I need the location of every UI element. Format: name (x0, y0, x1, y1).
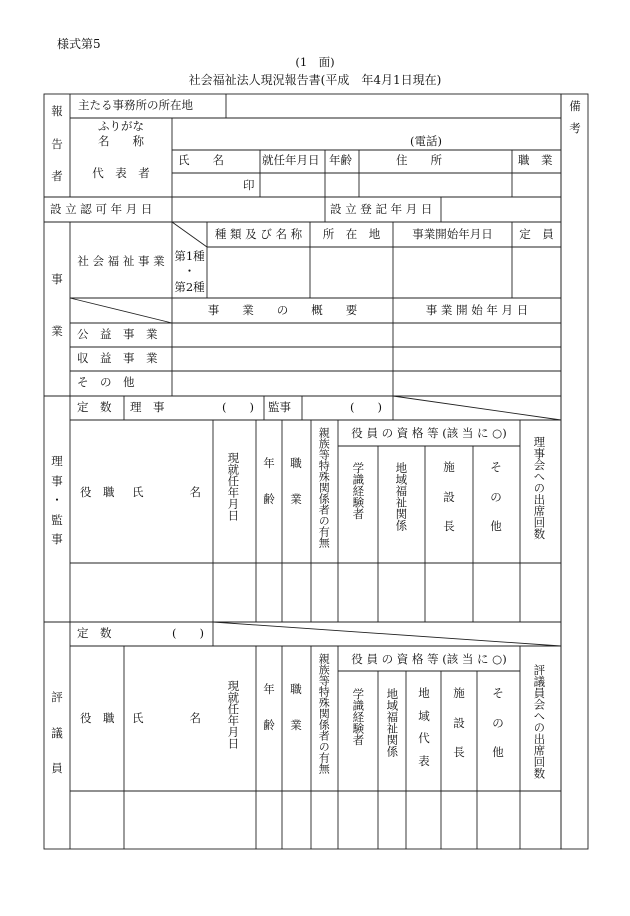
councilors-attendance-label: 評議員会への出席回数 (532, 664, 547, 779)
councilors-q-regional-rep: 地 域 代 表 (418, 686, 430, 768)
directors-age-label: 年 齢 (263, 456, 275, 506)
office-address-label: 主たる事務所の所在地 (78, 98, 193, 112)
councilors-q-facility-head: 施 設 長 (453, 686, 465, 759)
councilors-section-label: 評 議 員 (51, 690, 63, 775)
location-label: 所 在 地 (322, 227, 381, 241)
directors-relatives-label: 親族等特殊関係者の有無 (317, 427, 331, 548)
directors-section-label: 理 事 ・ 監 事 (51, 454, 63, 546)
director-label: 理 事 (130, 400, 165, 414)
auditor-label: 監事 (268, 400, 291, 414)
directors-q-regional-welfare: 地域福祉関係 (394, 462, 409, 531)
councilors-q-other: そ の 他 (492, 686, 504, 759)
furigana-label: ふりがな (98, 119, 144, 133)
approval-date-label: 設 立 認 可 年 月 日 (50, 202, 153, 216)
type-name-label: 種 類 及 び 名 称 (214, 227, 303, 241)
business-section-label: 事 業 (51, 272, 63, 338)
councilors-quota-label: 定 数 (77, 626, 112, 640)
overview-label: 事 業 の 概 要 (207, 303, 358, 317)
representative-label: 代 表 者 (92, 166, 150, 180)
councilors-count: ( ) (172, 626, 204, 640)
councilors-q-academic: 学識経験者 (351, 688, 366, 746)
directors-appointed-label: 現就任年月日 (226, 452, 241, 521)
appointment-date-label: 就任年月日 (262, 153, 320, 167)
occupation-label: 職 業 (518, 153, 553, 167)
directors-position-label: 役 職 (80, 485, 115, 499)
form-title: 社会福祉法人現況報告書(平成 年4月1日現在) (188, 73, 442, 87)
directors-q-other: そ の 他 (490, 460, 502, 533)
public-interest-label: 公 益 事 業 (77, 327, 158, 341)
reporter-section-label: 報 告 者 (51, 104, 63, 183)
directors-name-label: 氏 名 (132, 485, 201, 499)
other-business-label: そ の 他 (77, 375, 135, 389)
seal-label: 印 (243, 178, 255, 192)
type1-label: 第1種 (174, 249, 205, 263)
directors-occupation-label: 職 業 (290, 456, 302, 506)
councilors-occupation-label: 職 業 (290, 682, 302, 732)
capacity-label: 定 員 (519, 227, 554, 241)
registration-date-label: 設 立 登 記 年 月 日 (330, 202, 433, 216)
phone-label: (電話) (410, 134, 442, 148)
page-label: (1 面) (295, 55, 335, 69)
address-label: 住 所 (396, 153, 442, 167)
corp-name-label: 名 称 (98, 134, 144, 148)
councilors-appointed-label: 現就任年月日 (226, 680, 241, 749)
form-number: 様式第5 (57, 37, 101, 51)
profit-label: 収 益 事 業 (77, 351, 158, 365)
directors-q-academic: 学識経験者 (351, 462, 366, 520)
directors-attendance-label: 理事会への出席回数 (532, 436, 547, 540)
councilors-qualification-label: 役 員 の 資 格 等 (該 当 に ○) (351, 652, 507, 666)
overview-start-label: 事 業 開 始 年 月 日 (425, 303, 529, 317)
directors-quota-label: 定 数 (77, 400, 112, 414)
directors-q-facility-head: 施 設 長 (443, 460, 455, 533)
councilors-age-label: 年 齢 (263, 682, 275, 732)
remarks-label: 備 考 (569, 99, 581, 135)
rep-name-label: 氏 名 (178, 153, 224, 167)
start-date-label: 事業開始年月日 (412, 227, 493, 241)
social-welfare-label: 社 会 福 祉 事 業 (77, 254, 165, 268)
councilors-position-label: 役 職 (80, 711, 115, 725)
remarks-column (561, 94, 588, 849)
councilors-relatives-label: 親族等特殊関係者の有無 (317, 653, 331, 774)
age-label: 年齢 (329, 153, 352, 167)
councilors-name-label: 氏 名 (132, 711, 201, 725)
director-count: ( ) (222, 400, 254, 414)
auditor-count: ( ) (350, 400, 382, 414)
type2-label: 第2種 (174, 280, 205, 294)
directors-qualification-label: 役 員 の 資 格 等 (該 当 に ○) (351, 426, 507, 440)
councilors-q-regional-welfare: 地域福祉関係 (385, 688, 400, 757)
type-separator: ・ (183, 264, 196, 278)
